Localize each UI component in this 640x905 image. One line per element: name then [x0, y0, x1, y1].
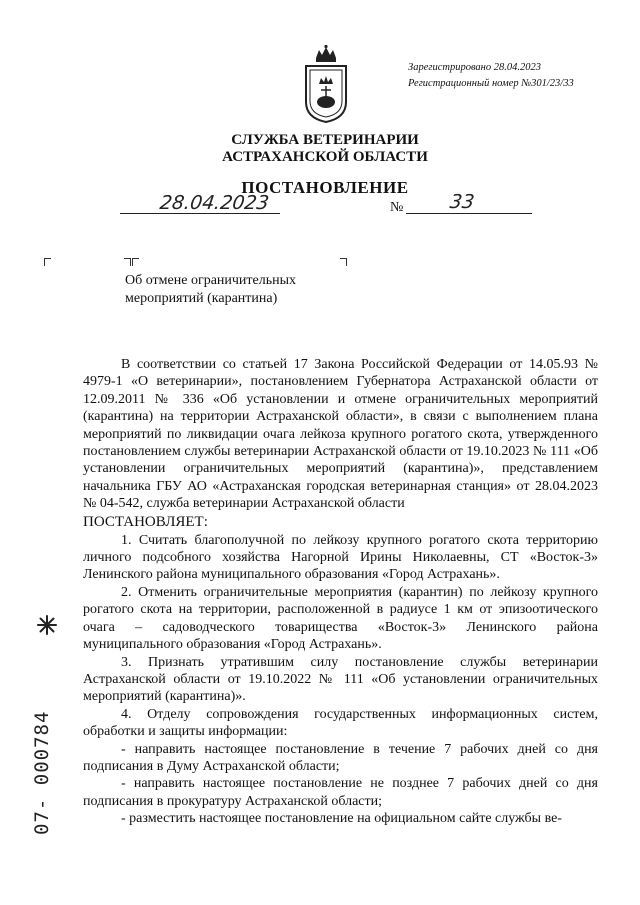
coat-of-arms-icon [302, 44, 350, 124]
org-name-line1: СЛУЖБА ВЕТЕРИНАРИИ [231, 132, 419, 148]
item-1: 1. Считать благополучной по лейкозу крупного рогатого скота территорию личного подсобного хозяйства Нагорной Ирины Николаевны, СТ «Восток-3» Ленинского района муниципального образования «Город Астрахань». [83, 532, 598, 583]
corner-mark [132, 258, 139, 266]
item-3: 3. Признать утратившим силу постановление службы ветеринарии Астраханской области от 19.10.2022 № 111 «Об установлении ограничительных мероприятий (карантина)». [83, 654, 598, 705]
org-name-line2: АСТРАХАНСКОЙ ОБЛАСТИ [222, 149, 428, 165]
item-4-dash-3: - разместить настоящее постановление на официальном сайте службы ве- [121, 811, 562, 827]
number-label: № [390, 200, 404, 215]
subject-line2: мероприятий (карантина) [125, 291, 278, 306]
item-4-dash-2: - направить настоящее постановление не позднее 7 рабочих дней со дня подписания в прокуратуру Астраханской области; [83, 776, 598, 809]
registration-number: Регистрационный номер №301/23/33 [408, 78, 574, 89]
corner-mark [124, 258, 131, 266]
asterisk-mark-icon [36, 614, 58, 636]
item-2: 2. Отменить ограничительные мероприятия (карантин) по лейкозу крупного рогатого скота на территории, расположенной в радиусе 1 км от эпизоотического очага – садоводческого товарищества «Восток-3» Ленинского района муниципального образования «Город Астрахань». [83, 584, 598, 653]
preamble: В соответствии со статьей 17 Закона Российской Федерации от 14.05.93 № 4979-1 «О ветеринарии», постановлением Губернатора Астраханской области от 12.09.2011 № 336 «Об установлении и отмене ограничительных мероприятий (карантина) на территории Астраханской области», в связи с выполнением плана мероприятий по ликвидации очага лейкоза крупного рогатого скота, утвержденного постановлением службы ветеринарии Астраханской области от 19.10.2023 № 111 «Об установлении ограничительных мероприятий (карантина)», представлением начальника ГБУ АО «Астраханская городская ветеринарная станция» от 28.04.2023 № 04-542, служба ветеринарии Астраханской области [83, 357, 598, 512]
corner-mark [340, 258, 347, 266]
resolves-heading: ПОСТАНОВЛЯЕТ: [83, 513, 208, 530]
registration-date: Зарегистрировано 28.04.2023 [408, 62, 542, 73]
document-type: ПОСТАНОВЛЕНИЕ [241, 178, 409, 197]
corner-mark [44, 258, 51, 266]
document-number: 33 [448, 191, 476, 213]
registration-block [408, 60, 574, 92]
serial-number: 07- 000784 [31, 710, 53, 835]
item-4-dash-1: - направить настоящее постановление в течение 7 рабочих дней со дня подписания в Думу Астраханской области; [83, 741, 598, 774]
number-underline [406, 213, 532, 214]
subject-line1: Об отмене ограничительных [125, 273, 297, 288]
item-4: 4. Отделу сопровождения государственных информационных систем, обработки и защиты информации: [83, 706, 598, 740]
side-serial-stamp [22, 660, 62, 840]
document-date: 28.04.2023 [158, 192, 271, 214]
document-body [83, 356, 598, 828]
document-subject [125, 272, 296, 308]
